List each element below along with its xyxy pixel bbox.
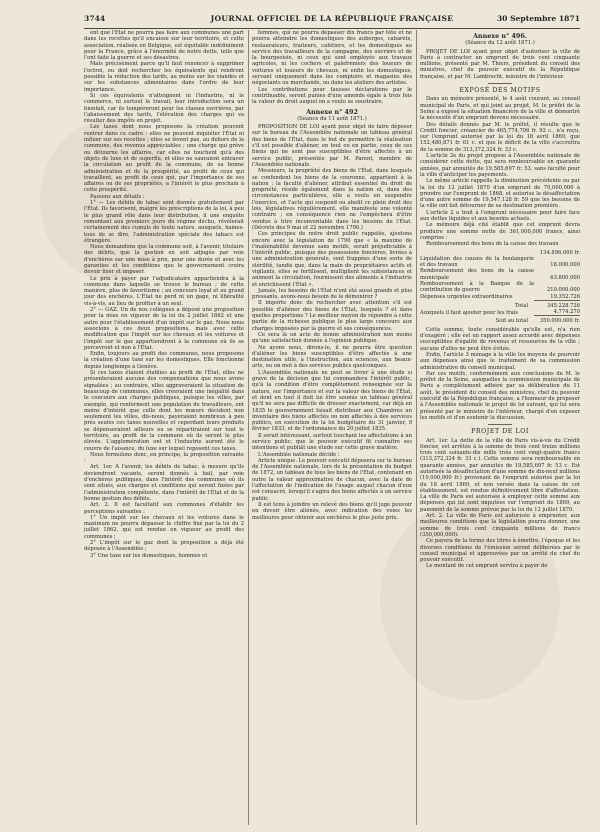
paragraph: Article unique. Le pouvoir exécutif déposera sur le bureau de l'Assemblée nationale, lors de la présentation du budget de 1872, un tableau de tous les biens de l'État, contenant en outre la valeur approximative de chacun, avec la date de l'affectation de l'indication de l'usage auquel chacun d'eux est consacré, lorsqu'il s'agira des biens affectés à un service public. xyxy=(252,457,412,502)
budget-row xyxy=(420,281,580,294)
paragraph: L'Assemblée nationale décide : xyxy=(258,451,340,458)
paragraph: Il serait intéressant, surtout touchant les affectations à un service public, que le pouvoir exécutif fit connaître ses intentions et publiât une étude sur cette grave matière. xyxy=(252,432,412,452)
section-rule xyxy=(488,83,512,84)
budget-net-row xyxy=(420,316,580,325)
budget-total-row xyxy=(420,300,580,309)
paragraph: Cette somme, toute considérable qu'elle est, n'a rien d'exagéré ; elle est un rapport assez accordé avec dépenses susceptibles d'égalité de revenus et ressources de la ville ; aucune d'elles ne peut être évitée. xyxy=(420,326,580,352)
budget-amount: 210.000.000 xyxy=(546,287,580,294)
paragraph: Art. 1er. La dette de la ville de Paris vis-à-vis du Crédit foncier, est arrêtée à la somme de trois cent treize millions trois cent soixante-dix mille trois cent vingt-quatre francs (313,372,324 fr. 33 c.). Cette somme sera remboursable en quarante années, par annuités de 19,585,697 fr. 53 c. Est autorisée la désaffectation d'une somme de dix-neuf millions (19,000,000 fr.) provenant de l'emprunt autorisé par la loi du 18 avril 1869, et non versée dans la caisse de cet établissement, est rendue définitivement libre d'affectation. La ville de Paris est autorisée à employer cette somme aux dépenses qui lui sont imputées sur l'emprunt de 1869, au paiement de la somme prévue par la loi du 12 juillet 1870. xyxy=(420,437,580,513)
page-number: 3744 xyxy=(84,14,106,23)
column-right xyxy=(420,30,580,825)
annexe-492-title: Annexe n° 492 xyxy=(306,107,358,116)
budget-row xyxy=(420,256,580,269)
paragraph: 1° — Les débits de tabac sont donnés gratuitement par l'État. Ils favorisent, malgré les prescriptions de la loi, à peu le plus grand rôle dans leur distribution, il une enquête remontant aux premiers jours du régime déchu, révélerait certainement des cumuls de toute nature, auxquels, haines-tous de se dire, l'administration spéciale des tabacs est étrangère. xyxy=(84,200,244,244)
paragraph: Des détails donnés par M. le préfet, il résulte que le Crédit foncier, créancier de 465,774,706 fr. 92 c., n'a reçu, sur l'emprunt autorisé par la loi du 18 avril 1869, que 152,480,871 fr. 61 c. et que le déficit de la ville s'accroîtra de la somme de 313,372,324 fr. 33 c. xyxy=(420,121,580,153)
budget-frais-label: Auxquels il faut ajouter pour les frais xyxy=(420,309,518,316)
journal-title: JOURNAL OFFICIEL DE LA RÉPUBLIQUE FRANÇAISE xyxy=(210,14,454,23)
budget-net-amount: 350.000.000 fr. xyxy=(534,316,580,325)
paragraph: Jamais, les besoins de l'État n'ont été aussi grands et plus pressants, avons-nous besoin de le démontrer ? xyxy=(252,287,412,301)
paragraph: Par ces motifs, conformément aux conclusions de M. le préfet de la Seine, auxquelles la commission municipale de Paris a complètement adhéré par sa délibération du 11 août, le président du conseil des ministres, chef du pouvoir exécutif de la République française, a l'honneur de proposer à l'Assemblée nationale le projet de loi suivant, qui lui sera présenté par le ministre de l'intérieur, chargé d'en exposer les motifs et d'en soutenir la discussion. xyxy=(420,370,580,421)
paragraph: Le prix à payer par l'adjudicataire appartiendra à la commune dans laquelle se trouve le bureau ; de cette manière, plus de favoritisme ; au concours loyal et au grand jour des enchères. L'État ne perd ni un gage, ni libéralité vis-à-vis, au lieu de profiter à un seul. xyxy=(84,275,244,307)
budget-amount: 19.352.726 xyxy=(550,293,580,300)
paragraph: 2° L'impôt sur le gaz dont la proposition a déjà été déposée à l'Assemblée ; xyxy=(84,540,244,553)
paragraph: 1° Un impôt sur les chevaux et les voitures dans le maximum ne pourra dépasser le chiffre fixé par la loi du 2 juillet 1862, qui est rendue en vigueur au profit des communes ; xyxy=(84,514,244,540)
paragraph: Art. 2. La ville de Paris est autorisée à emprunter, aux meilleures conditions que la législation pourra donner, une somme de trois cent cinquante millions de francs (350,000,000). xyxy=(420,513,580,538)
annexe-496-seance: (Séance du 12 août 1871.) xyxy=(465,40,535,47)
budget-total-amount: 345.228.726 xyxy=(534,300,580,309)
annexe-492-seance: (Séance du 11 août 1871.) xyxy=(297,115,367,122)
paragraph: PROPOSITION DE LOI ayant pour objet de faire déposer sur le bureau de l'Assemblée nationale un tableau général des biens de l'État, dans le but de permettre la réalisation s'il est possible d'aliéner, en tout ou en partie, ceux de ces biens qui ne sont pas susceptibles d'être affectés à un service public, présentée par M. Parent, membre de l'Assemblée nationale. xyxy=(252,124,412,168)
paragraph: Art. 2. Il est facultatif aux communes d'établir les perceptions suivantes : xyxy=(84,502,244,515)
paragraph: Messieurs, la propriété des biens de l'État, dans lesquels se confondent les biens de la couronne, appartient à la nation ; la faculté d'aliéner, attribut essentiel du droit de propriété, réside également dans la nation et, dans des circonstances particulières, elle a voulu en suspendre l'exercice, et l'acte qui suspend ou abolit ce plein droit des lois, législatives régulièrement, elle manifeste une volonté contraire ; en conséquence rien ne l'empêchera d'être vendus à titre inconventable dans les besoins de l'État. (Décrets des 9 mai et 22 novembre 1790.) xyxy=(252,168,412,231)
page-header xyxy=(84,14,580,26)
paragraph: Les taxes dont nous proposons la création peuvent rentrer dans ce cadre : elles ne peuvent inquiéter l'État ni influer sur ses recettes ; elles se lèvent pas, au dehors de la commune, des revenus appréciables ; une charge qui grève ou détourne les affaires, car elles ne touchent qu'à des objets de luxe et de superflu, et elles ne sauraient entraver la circulation au profit de la commune, de sa bonne administration et de la prospérité, au profit de ceux qui travaillent, au profit de ceux qui, par l'importance de ses affaires ou de ses propriétés, a l'intérêt le plus prochain à cette prospérité. xyxy=(84,124,244,194)
column-divider xyxy=(248,30,249,825)
paragraph: Si ces équivalents n'atteignent ni l'industrie, ni le commerce, ni surtout le travail, leur introduction sera un bienfait, car ils tempéreront pour les classes ouvrières, par l'abaissement des tarifs, l'élévation des charges qui va résulter des impôts en projet. xyxy=(84,92,244,125)
column-left xyxy=(84,30,244,825)
paragraph: Nous formulons donc, en principe, la proposition suivante : xyxy=(84,451,244,465)
annexe-496-title: Annexe n° 496. xyxy=(472,32,528,40)
header-rule xyxy=(84,28,580,29)
paragraph: ent que l'État ne pourra pas faire aux communes une part dans les recettes qu'il encaisse sur leur territoire, et cette association, réalisée en Belgique, est équitable indéfiniment pour la France, grâce à l'énormité de notre dette, telle que l'ont faite la guerre et ses désastres. xyxy=(84,30,244,62)
budget-row xyxy=(420,268,580,281)
column-divider xyxy=(416,30,417,825)
paragraph: L'Assemblée nationale ne peut se livrer à une étude si grave de la décision que lui commandera l'intérêt public, qu'à la condition d'être complètement renseignée sur la nature, sur l'importance et sur la valeur des biens de l'État, et dont en tout il doit lui être soumis un tableau général qu'il ne sera pas difficile de dresser exactement, car déjà en 1835 le gouvernement faisait distribuer aux Chambres un inventaire des biens affectés ou non affectés à des services publics, en exécution de la loi budgétaire du 31 janvier, 9 février 1833, et de l'ordonnance du 20 juillet 1835. xyxy=(252,369,412,433)
budget-table xyxy=(420,250,580,325)
paragraph: Ce sera là un acte de bonne administration non moins qu'une satisfaction donnée à l'opinion publique. xyxy=(252,331,412,345)
projet-title: PROJET DE LOI xyxy=(471,428,529,436)
budget-row xyxy=(420,294,580,301)
column-middle xyxy=(252,30,412,825)
paragraph: Ce payera de la forme des titres à émettre, l'époque et les diverses conditions de l'émission seront délibérées par le conseil municipal et approuvées par un arrêté du chef du pouvoir exécutif. xyxy=(420,538,580,564)
paragraph: Art. 1er. A l'avenir, les débits de tabac, à mesure qu'ils deviendront vacants, seront donnés à bail, par voie d'enchères publiques, dans l'intérêt des communes où ils sont situés, aux charges et conditions qui seront fixées par l'administration compétente, dans l'intérêt de l'État et de la bonne gestion des débits. xyxy=(84,464,244,502)
budget-frais-row xyxy=(420,309,580,316)
paragraph: Le même article rappelle la diminution précédente ou par la loi du 12 juillet 1870 d'un emprunt de 70,000,000 à prendre sur l'emprunt de 1868, et autorise la désaffectation d'une autre somme de 19,547,128 fr. 59 que les besoins de la ville ont fait détourner de sa destination première. xyxy=(420,178,580,210)
section-rule xyxy=(488,424,512,425)
paragraph: Ne ayons nous, dirons-le, il ne pourra être question d'aliéner les biens susceptibles d'être affectés à une destination utile, à l'instruction, aux sciences, aux beaux-arts, ou un mot à des services publics quelconques. xyxy=(252,344,412,370)
paragraph: Les contributions pour fausses déclarations par le contribuable, seront punies d'une amende égale à trois fois la valeur du droit auquel on a voulu se soustraire. xyxy=(252,86,412,106)
budget-amount: 63.800.000 xyxy=(550,274,580,281)
paragraph: L'article 2e du projet propose à l'Assemblée nationale de considérer cette dette, qui sera remboursable en quarante années, par annuités de 19,585,697 fr. 53, sans faculté pour la ville d'anticiper les payements. xyxy=(420,153,580,178)
paragraph: femmes, qui ne pourra dépasser dix francs par tête et ne pourra atteindre les domestiques des auberges, cabarets, restaurateurs, traiteurs, cafetiers, et les domestiques au service des travailleurs de la campagne, des ouvriers et de la bourgeoisie, ni ceux qui sont employés aux travaux agricoles, ni les cochers et palefreniers des loueurs de voitures et loueurs de chevaux, ni enfin les domestiques, servant uniquement dans les comptoirs et magasins des négociants ou marchands, ou dans les ateliers des artistes. xyxy=(252,30,412,87)
budget-amount: 18.000.000 xyxy=(550,262,580,269)
budget-frais-amount: 4.774.270 xyxy=(553,309,580,316)
paragraph: Ces principes de notre droit public rappelés, ajoutons encore avec la législation de 1790 que « la maxime de l'inaliénabilité devenue sans motifs, serait préjudiciable à l'intérêt public, puisque des possessions foncières, livrées à une administration générale, sont frappées d'une sorte de stérilité, tandis que, dans la main de propriétaires actifs et vigilants, elles se fertilisent, multiplient les subsistances et animent la circulation, fournissent des aliments à l'industrie et enrichissent l'État ». xyxy=(252,231,412,288)
paragraph: Il importe donc de rechercher avec attention s'il est possible d'aliéner des biens de l'État, lesquels ? et dans quelles proportions ? Le meilleur moyen de répondre à cette partie de la richesse publique le plus large concours aux charges imposées par la guerre et ses conséquences. xyxy=(252,300,412,332)
budget-label: Remboursement des bons de la caisse municipale xyxy=(420,268,534,281)
paragraph: Remboursement des bons de la caisse des travaux xyxy=(426,241,559,248)
budget-total-label: Total xyxy=(514,302,528,309)
issue-date: 30 Septembre 1871 xyxy=(496,14,580,23)
paragraph: Il est tenu à joindre un relevé des biens qu'il juge pouvoir en devoir être aliénés, avec indication des voies les meilleures pour obtenir aux enchères le plus juste prix. xyxy=(252,501,412,521)
paragraph: Le montant de cet emprunt servira à payer de xyxy=(426,563,548,570)
paragraph: 2° — GAZ. Un de nos collègues a déposé une proposition pour la mise en vigueur de la loi du 2 juillet 1862 et une autre pour l'établissement d'un impôt sur le gaz. Nous nous associons à ces deux propositions, mais avec cette modification que l'impôt sur les chevaux et les voitures et l'impôt sur le gaz appartiendront à la commune où ils se percevront et non à l'État. xyxy=(84,307,244,351)
budget-label: Liquidation des causes de la boulangerie et des travaux xyxy=(420,255,534,269)
expose-title: EXPOSÉ DES MOTIFS xyxy=(459,87,541,95)
budget-amount: 134.896.000 fr. xyxy=(539,249,580,256)
paragraph: Passons aux détails : xyxy=(90,193,145,200)
paragraph: Mais précisément parce qu'il faut renoncer à supprimer l'octroi, ou doit rechercher les équivalents qui rendront possible la réduction des tarifs, au moins sur les viandes et sur les substances alimentaires dans l'ordre de leur importance. xyxy=(84,61,244,93)
paragraph: Enfin, toujours au profit des communes, nous proposons la création d'une taxe sur les domestiques. Elle fonctionne depuis longtemps à Genève. xyxy=(84,351,244,370)
bill-intro: PROJET DE LOI ayant pour objet d'autoriser la ville de Paris à contracter un emprunt de trois cent cinquante millions, présenté par M. Thiers, président du conseil des ministres, chef du pouvoir exécutif de la République française, et par M. Lambrecht, ministre de l'intérieur. xyxy=(420,48,580,80)
paragraph: Nous demandons que la commune soit, à l'avenir, titulaire des débits, que la gestion en soit adjugée par voie d'enchères sur une mise à prix, pour une durée et avec les garanties et les conditions que le gouvernement croira devoir fixer et imposer. xyxy=(84,244,244,276)
budget-net-label: Soit au total xyxy=(495,318,528,325)
budget-label: Remboursement à la Banque de la contribution de guerre xyxy=(420,280,534,294)
budget-label: Dépenses urgentes extraordinaires xyxy=(420,294,513,301)
paragraph: 3° Une taxe sur les domestiques, hommes et xyxy=(90,552,208,559)
paragraph: Si ces taxes étaient établies au profit de l'État, elles ne présenteraient aucune des compensations que nous avons signalées ; au contraire, elles aggraveraient la situation de beaucoup de communes, elles créeraient une inégalité dans le concours aux charges publiques, puisque les villes, par exemple, qui renferment une population de travailleurs, ont moins d'intérêt que celle dont les mœurs décident non seulement les villes, dis-nous, payeraient nombreux à peu près seules ces taxes nouvelles et ceperdant leurs produits se dépenseraient ailleurs ou se répartiraient sur tout le territoire, au profit de la commune où ils seront le plus élevés. L'agglomération ont et l'industrie auront été le ceuvre de l'aisance, du luxe sur lequel reposent ces taxes. xyxy=(84,370,244,452)
paragraph: Le mémoire déjà cité établit que cet emprunt devra produire une somme nette de 361,000,000 francs, ainsi comprise : xyxy=(420,222,580,241)
paragraph: Enfin, l'article 3 ménage à la ville les moyens de pourvoir aux dépenses ainsi que le traitement de sa commission administrative du conseil municipal. xyxy=(420,351,580,371)
paragraph: Dans un mémoire présenté, le 4 août courant, au conseil municipal de Paris, et qui joint au projet, M. le préfet de la Seine a exposé la situation financière de la ville et démontré la nécessité d'un emprunt devenu nécessaire. xyxy=(420,96,580,122)
paragraph: L'article 2 a trait à l'emprunt nécessaire pour faire face aux dettes liquides et aux besoins actuels. xyxy=(420,209,580,223)
